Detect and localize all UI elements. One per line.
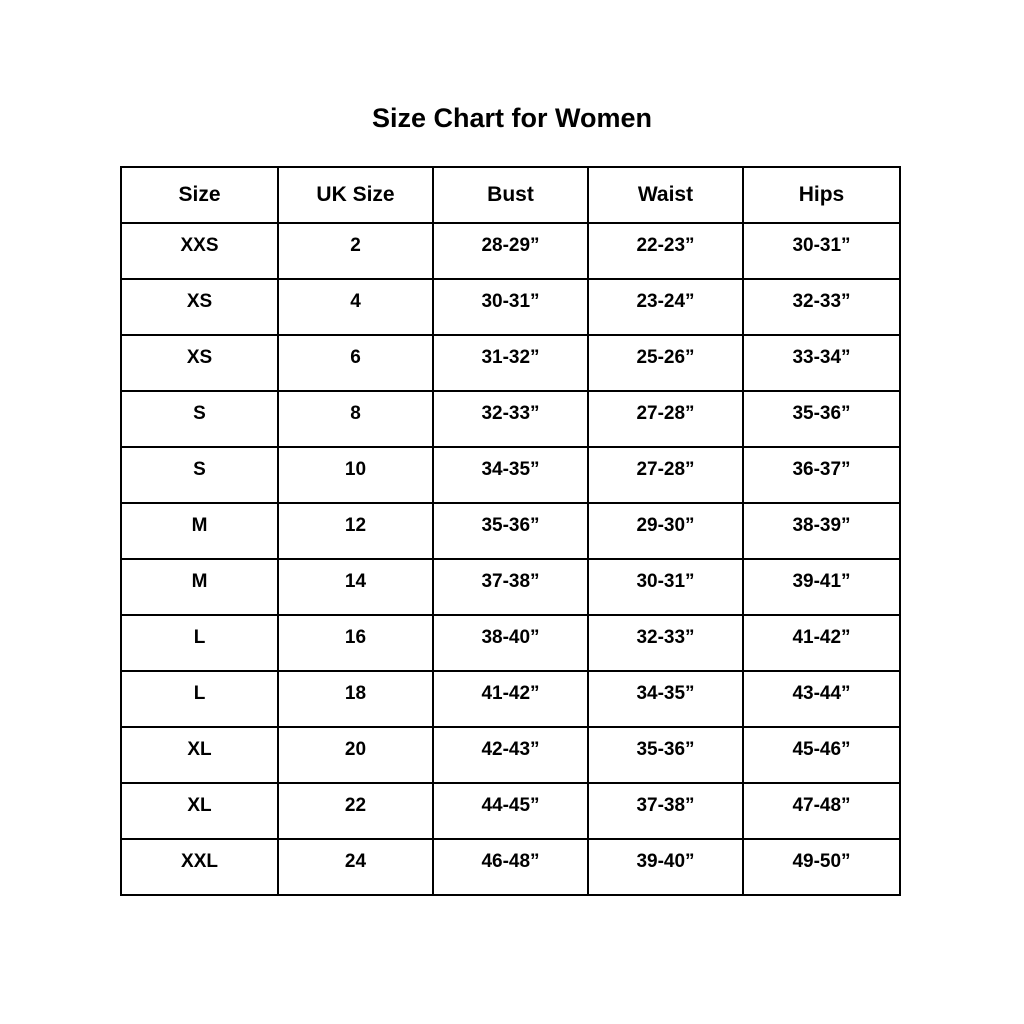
table-cell: 30-31” — [588, 559, 743, 615]
column-header-bust: Bust — [433, 167, 588, 223]
table-cell: 34-35” — [433, 447, 588, 503]
table-cell: 27-28” — [588, 447, 743, 503]
table-row — [121, 335, 900, 391]
table-cell: 18 — [278, 671, 433, 727]
table-header — [121, 167, 900, 223]
table-cell: 44-45” — [433, 783, 588, 839]
table-cell: 35-36” — [588, 727, 743, 783]
table-cell: 37-38” — [588, 783, 743, 839]
table-cell: 8 — [278, 391, 433, 447]
size-chart-table — [120, 166, 901, 896]
table-cell: 30-31” — [743, 223, 900, 279]
table-row — [121, 559, 900, 615]
table-cell: 32-33” — [588, 615, 743, 671]
table-cell: 41-42” — [433, 671, 588, 727]
table-cell: 45-46” — [743, 727, 900, 783]
table-cell: 20 — [278, 727, 433, 783]
table-row — [121, 447, 900, 503]
table-cell: 10 — [278, 447, 433, 503]
table-cell: 32-33” — [433, 391, 588, 447]
table-row — [121, 391, 900, 447]
page-title: Size Chart for Women — [371, 103, 653, 133]
table-body — [121, 223, 900, 895]
table-cell: 35-36” — [433, 503, 588, 559]
table-row — [121, 727, 900, 783]
table-cell: 47-48” — [743, 783, 900, 839]
table-cell: 42-43” — [433, 727, 588, 783]
table-cell: 25-26” — [588, 335, 743, 391]
table-cell: 37-38” — [433, 559, 588, 615]
table-cell: 4 — [278, 279, 433, 335]
table-cell: XXL — [121, 839, 278, 895]
table-cell: 32-33” — [743, 279, 900, 335]
column-header-hips: Hips — [743, 167, 900, 223]
column-header-uk-size: UK Size — [278, 167, 433, 223]
table-row — [121, 839, 900, 895]
table-cell: XL — [121, 727, 278, 783]
table-cell: 49-50” — [743, 839, 900, 895]
table-cell: 36-37” — [743, 447, 900, 503]
table-cell: 24 — [278, 839, 433, 895]
table-cell: XL — [121, 783, 278, 839]
table-cell: 43-44” — [743, 671, 900, 727]
table-row — [121, 671, 900, 727]
table-row — [121, 223, 900, 279]
table-cell: 41-42” — [743, 615, 900, 671]
table-cell: 30-31” — [433, 279, 588, 335]
table-cell: 39-40” — [588, 839, 743, 895]
table-cell: 14 — [278, 559, 433, 615]
table-cell: 12 — [278, 503, 433, 559]
table-cell: L — [121, 671, 278, 727]
table-cell: M — [121, 559, 278, 615]
table-cell: 39-41” — [743, 559, 900, 615]
table-cell: 38-40” — [433, 615, 588, 671]
table-cell: M — [121, 503, 278, 559]
table-cell: S — [121, 447, 278, 503]
table-row — [121, 615, 900, 671]
table-cell: 23-24” — [588, 279, 743, 335]
table-cell: XXS — [121, 223, 278, 279]
table-cell: 22-23” — [588, 223, 743, 279]
header-row — [121, 167, 900, 223]
table-cell: 46-48” — [433, 839, 588, 895]
table-cell: XS — [121, 335, 278, 391]
table-cell: 31-32” — [433, 335, 588, 391]
table-cell: S — [121, 391, 278, 447]
table-cell: 38-39” — [743, 503, 900, 559]
table-row — [121, 279, 900, 335]
column-header-size: Size — [121, 167, 278, 223]
table-cell: XS — [121, 279, 278, 335]
table-cell: 34-35” — [588, 671, 743, 727]
table-cell: 29-30” — [588, 503, 743, 559]
table-cell: L — [121, 615, 278, 671]
table-row — [121, 503, 900, 559]
table-cell: 2 — [278, 223, 433, 279]
table-cell: 27-28” — [588, 391, 743, 447]
table-cell: 6 — [278, 335, 433, 391]
column-header-waist: Waist — [588, 167, 743, 223]
table-cell: 22 — [278, 783, 433, 839]
table-row — [121, 783, 900, 839]
table-cell: 35-36” — [743, 391, 900, 447]
table-cell: 33-34” — [743, 335, 900, 391]
table-cell: 16 — [278, 615, 433, 671]
table-cell: 28-29” — [433, 223, 588, 279]
